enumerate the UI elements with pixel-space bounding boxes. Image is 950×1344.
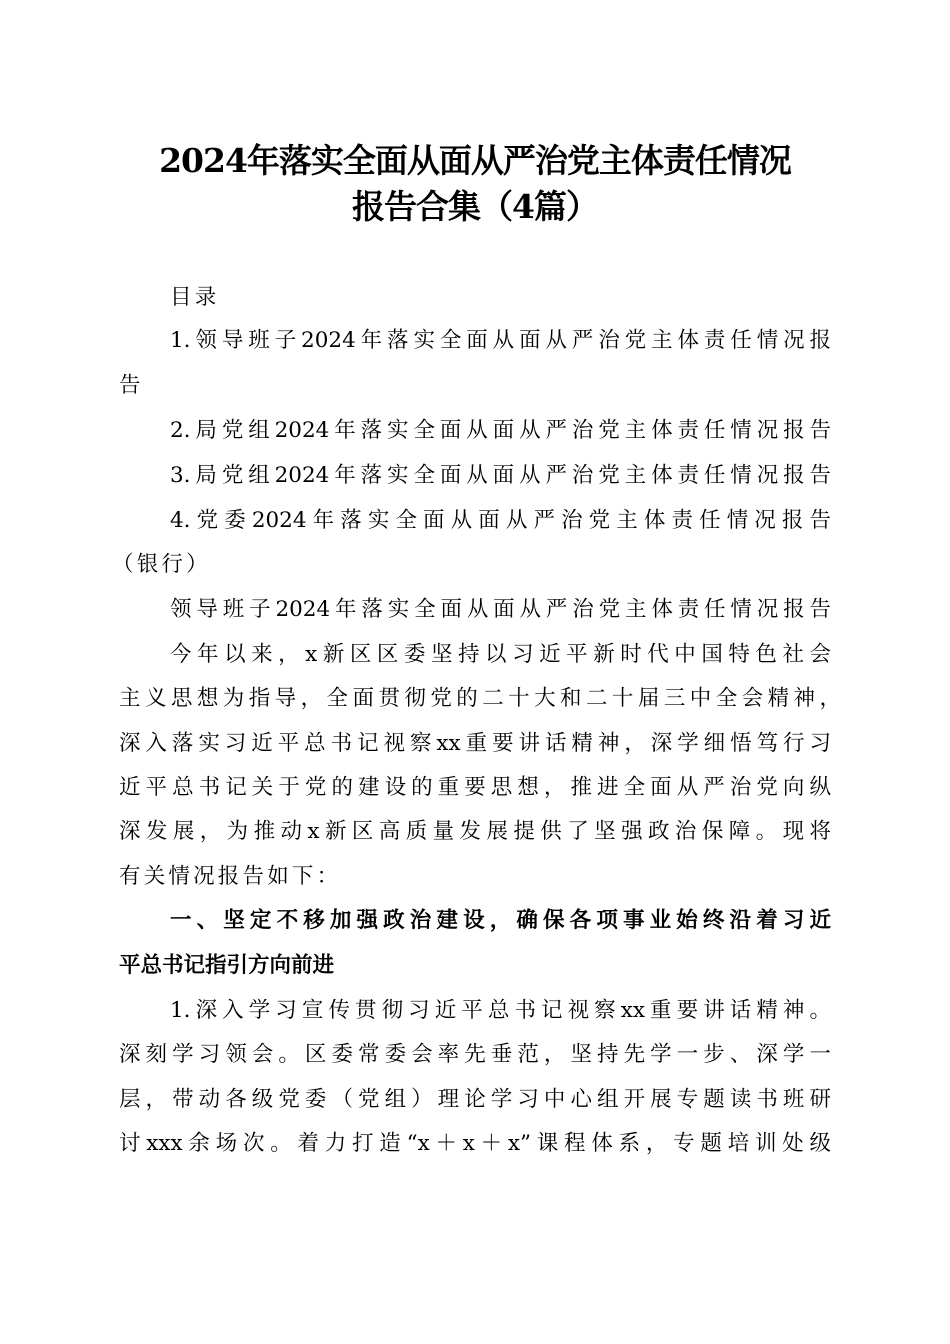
section-title: 领导班子2024年落实全面从面从严治党主体责任情况报告 — [170, 597, 831, 622]
intro-line-4: 近平总书记关于党的建设的重要思想，推进全面从严治党向纵 — [119, 775, 831, 800]
document-title-line-1: 2024年落实全面从面从严治党主体责任情况 — [159, 141, 791, 180]
toc-item-1-line-2[interactable]: 告 — [119, 373, 144, 398]
item-one-line-2: 深刻学习领会。区委常委会率先垂范，坚持先学一步、深学一 — [119, 1042, 831, 1067]
intro-line-5: 深发展，为推动x新区高质量发展提供了坚强政治保障。现将 — [119, 819, 831, 844]
toc-item-3[interactable]: 3.局党组2024年落实全面从面从严治党主体责任情况报告 — [170, 463, 831, 488]
intro-line-1: 今年以来，x新区区委坚持以习近平新时代中国特色社会 — [170, 642, 831, 667]
toc-item-4-line-1[interactable]: 4.党委2024年落实全面从面从严治党主体责任情况报告 — [170, 508, 831, 533]
item-one-line-4: 讨xxx余场次。着力打造“x＋x＋x”课程体系，专题培训处级 — [119, 1131, 831, 1156]
intro-line-2: 主义思想为指导，全面贯彻党的二十大和二十届三中全会精神， — [119, 686, 841, 711]
toc-item-1-line-1[interactable]: 1.领导班子2024年落实全面从面从严治党主体责任情况报 — [170, 328, 831, 353]
heading-one-line-1: 一、坚定不移加强政治建设，确保各项事业始终沿着习近 — [170, 908, 831, 933]
intro-line-3: 深入落实习近平总书记视察xx重要讲话精神，深学细悟笃行习 — [119, 731, 831, 756]
document-title-line-2: 报告合集（4篇） — [352, 187, 598, 226]
toc-item-4-line-2[interactable]: （银行） — [112, 552, 211, 577]
item-one-line-1: 1.深入学习宣传贯彻习近平总书记视察xx重要讲话精神。 — [170, 998, 831, 1023]
toc-item-2[interactable]: 2.局党组2024年落实全面从面从严治党主体责任情况报告 — [170, 418, 831, 443]
toc-heading: 目录 — [170, 285, 220, 310]
item-one-line-3: 层，带动各级党委（党组）理论学习中心组开展专题读书班研 — [119, 1087, 831, 1112]
heading-one-line-2: 平总书记指引方向前进 — [119, 953, 335, 978]
intro-line-6: 有关情况报告如下： — [119, 864, 342, 889]
